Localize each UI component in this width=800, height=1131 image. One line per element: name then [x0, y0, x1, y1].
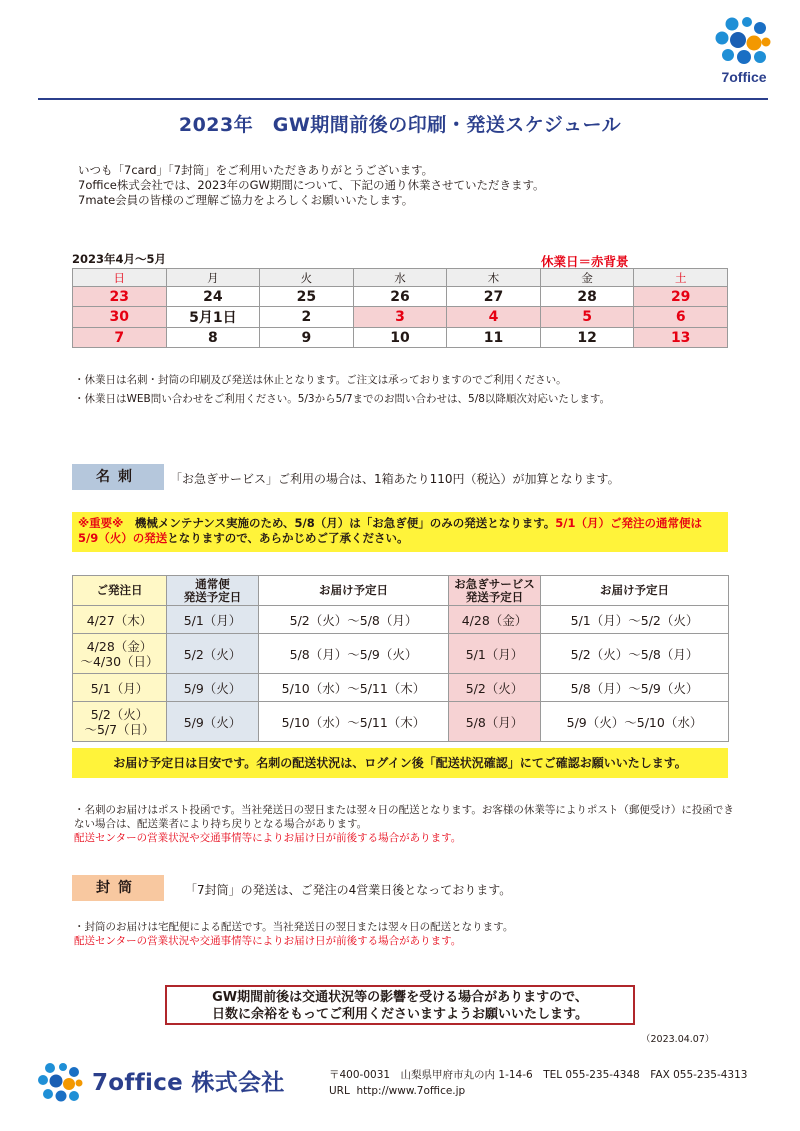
calendar-note: ・休業日はWEB問い合わせをご利用ください。5/3から5/7までのお問い合わせは、5/8以降順次対応いたします。 — [74, 393, 611, 405]
express-ship-cell: 5/2（火） — [449, 674, 541, 702]
calendar-day: 11 — [447, 328, 541, 348]
normal-delivery-cell: 5/8（月）〜5/9（火） — [259, 634, 449, 674]
calendar-day-holiday: 13 — [634, 328, 728, 348]
delivery-notice: お届け予定日は目安です。名刺の配送状況は、ログイン後「配送状況確認」にてご確認お願いいたします。 — [72, 748, 728, 778]
order-date-cell: 5/2（火） 〜5/7（日） — [73, 702, 167, 742]
express-delivery-cell: 5/1（月）〜5/2（火） — [541, 606, 729, 634]
col-header-express-ship: お急ぎサービス 発送予定日 — [449, 576, 541, 606]
express-ship-cell: 5/1（月） — [449, 634, 541, 674]
col-header-normal-ship: 通常便 発送予定日 — [167, 576, 259, 606]
calendar-day: 9 — [260, 328, 354, 348]
weekday-header: 金 — [540, 269, 634, 287]
calendar-day: 26 — [353, 287, 447, 307]
table-row — [73, 634, 729, 674]
futo-note-text: ・封筒のお届けは宅配便による配送です。当社発送日の翌日または翌々日の配送となります。 — [74, 921, 514, 933]
calendar-day: 5月1日 — [166, 307, 260, 328]
meishi-description: 「お急ぎサービス」ご利用の場合は、1箱あたり110円（税込）が加算となります。 — [170, 472, 620, 486]
normal-ship-cell: 5/9（火） — [167, 702, 259, 742]
futo-delivery-note — [74, 920, 734, 948]
weekday-header: 月 — [166, 269, 260, 287]
express-ship-cell: 4/28（金） — [449, 606, 541, 634]
express-delivery-cell: 5/2（火）〜5/8（月） — [541, 634, 729, 674]
meishi-note-warning: 配送センターの営業状況や交通事情等によりお届け日が前後する場合があります。 — [74, 832, 462, 844]
calendar-day-holiday: 5 — [540, 307, 634, 328]
important-body: 機械メンテナンス実施のため、5/8（月）は「お急ぎ便」のみの発送となります。 — [134, 516, 556, 530]
calendar-week-row — [73, 287, 728, 307]
intro-text: いつも「7card」「7封筒」をご利用いただきありがとうございます。 7office株式会社では、2023年のGW期間について、下記の通り休業させていただきます。 7mate会員の皆様のご理解ご協力をよろしくお願いいたします。 — [78, 163, 545, 207]
futo-description: 「7封筒」の発送は、ご発注の4営業日後となっております。 — [185, 883, 512, 897]
calendar-label: 2023年4月〜5月 — [72, 252, 167, 266]
calendar-day: 25 — [260, 287, 354, 307]
calendar-week-row — [73, 307, 728, 328]
important-notice — [72, 512, 728, 552]
order-date-cell: 4/27（木） — [73, 606, 167, 634]
calendar-day-holiday: 6 — [634, 307, 728, 328]
calendar-day-holiday: 3 — [353, 307, 447, 328]
page-title: 2023年 GW期間前後の印刷・発送スケジュール — [178, 114, 622, 136]
weekday-header: 土 — [634, 269, 728, 287]
normal-ship-cell: 5/2（火） — [167, 634, 259, 674]
calendar-day: 27 — [447, 287, 541, 307]
gw-caution-box: GW期間前後は交通状況等の影響を受ける場合がありますので、 日数に余裕をもってご利用くださいますようお願いいたします。 — [165, 985, 635, 1025]
important-red-text: 5/1（月）ご発注の通常便は5/9（火）の発送 — [78, 516, 702, 545]
company-name: 7office 株式会社 — [92, 1070, 285, 1096]
meishi-delivery-note — [74, 803, 734, 845]
calendar-weekday-row — [73, 269, 728, 287]
calendar-day: 24 — [166, 287, 260, 307]
express-delivery-cell: 5/8（月）〜5/9（火） — [541, 674, 729, 702]
table-row — [73, 674, 729, 702]
calendar-day: 28 — [540, 287, 634, 307]
brand-logo-small — [38, 1062, 84, 1106]
calendar-day-holiday: 7 — [73, 328, 167, 348]
meishi-note-text: ・名刺のお届けはポスト投函です。当社発送日の翌日または翌々日の配送となります。お客様の休業等によりポスト（郵便受け）に投函できない場合は、配送業者により持ち戻りとなる場合があります。 — [74, 804, 734, 830]
issue-date: （2023.04.07） — [641, 1034, 715, 1045]
brand-logo — [714, 16, 774, 88]
calendar-day-holiday: 23 — [73, 287, 167, 307]
calendar-day: 10 — [353, 328, 447, 348]
calendar-day-holiday: 4 — [447, 307, 541, 328]
company-url: URL http://www.7office.jp — [329, 1085, 466, 1097]
holiday-calendar — [72, 268, 728, 348]
table-row — [73, 702, 729, 742]
header-divider — [38, 98, 768, 100]
section-head-meishi: 名刺 — [72, 464, 164, 490]
calendar-day: 12 — [540, 328, 634, 348]
col-header-delivery: お届け予定日 — [259, 576, 449, 606]
calendar-day: 8 — [166, 328, 260, 348]
svg-text:7office: 7office — [721, 69, 767, 85]
normal-delivery-cell: 5/2（火）〜5/8（月） — [259, 606, 449, 634]
calendar-day-holiday: 30 — [73, 307, 167, 328]
futo-note-warning: 配送センターの営業状況や交通事情等によりお届け日が前後する場合があります。 — [74, 935, 462, 947]
important-body: となりますので、あらかじめご了承ください。 — [167, 531, 409, 545]
weekday-header: 水 — [353, 269, 447, 287]
section-head-futo: 封筒 — [72, 875, 164, 901]
schedule-header-row — [73, 576, 729, 606]
calendar-day: 2 — [260, 307, 354, 328]
normal-delivery-cell: 5/10（水）〜5/11（木） — [259, 674, 449, 702]
shipping-schedule-table — [72, 575, 729, 742]
calendar-note: ・休業日は名刺・封筒の印刷及び発送は休止となります。ご注文は承っておりますのでご利用ください。 — [74, 374, 567, 386]
calendar-legend: 休業日＝赤背景 — [541, 254, 629, 269]
order-date-cell: 4/28（金） 〜4/30（日） — [73, 634, 167, 674]
weekday-header: 日 — [73, 269, 167, 287]
important-tag: ※重要※ — [78, 516, 124, 530]
normal-delivery-cell: 5/10（水）〜5/11（木） — [259, 702, 449, 742]
company-address: 〒400-0031 山梨県甲府市丸の内 1-14-6 TEL 055-235-4348 FAX 055-235-4313 — [329, 1069, 748, 1081]
weekday-header: 火 — [260, 269, 354, 287]
normal-ship-cell: 5/9（火） — [167, 674, 259, 702]
normal-ship-cell: 5/1（月） — [167, 606, 259, 634]
express-ship-cell: 5/8（月） — [449, 702, 541, 742]
col-header-delivery: お届け予定日 — [541, 576, 729, 606]
col-header-order-date: ご発注日 — [73, 576, 167, 606]
calendar-day-holiday: 29 — [634, 287, 728, 307]
order-date-cell: 5/1（月） — [73, 674, 167, 702]
table-row — [73, 606, 729, 634]
weekday-header: 木 — [447, 269, 541, 287]
calendar-week-row — [73, 328, 728, 348]
express-delivery-cell: 5/9（火）〜5/10（水） — [541, 702, 729, 742]
